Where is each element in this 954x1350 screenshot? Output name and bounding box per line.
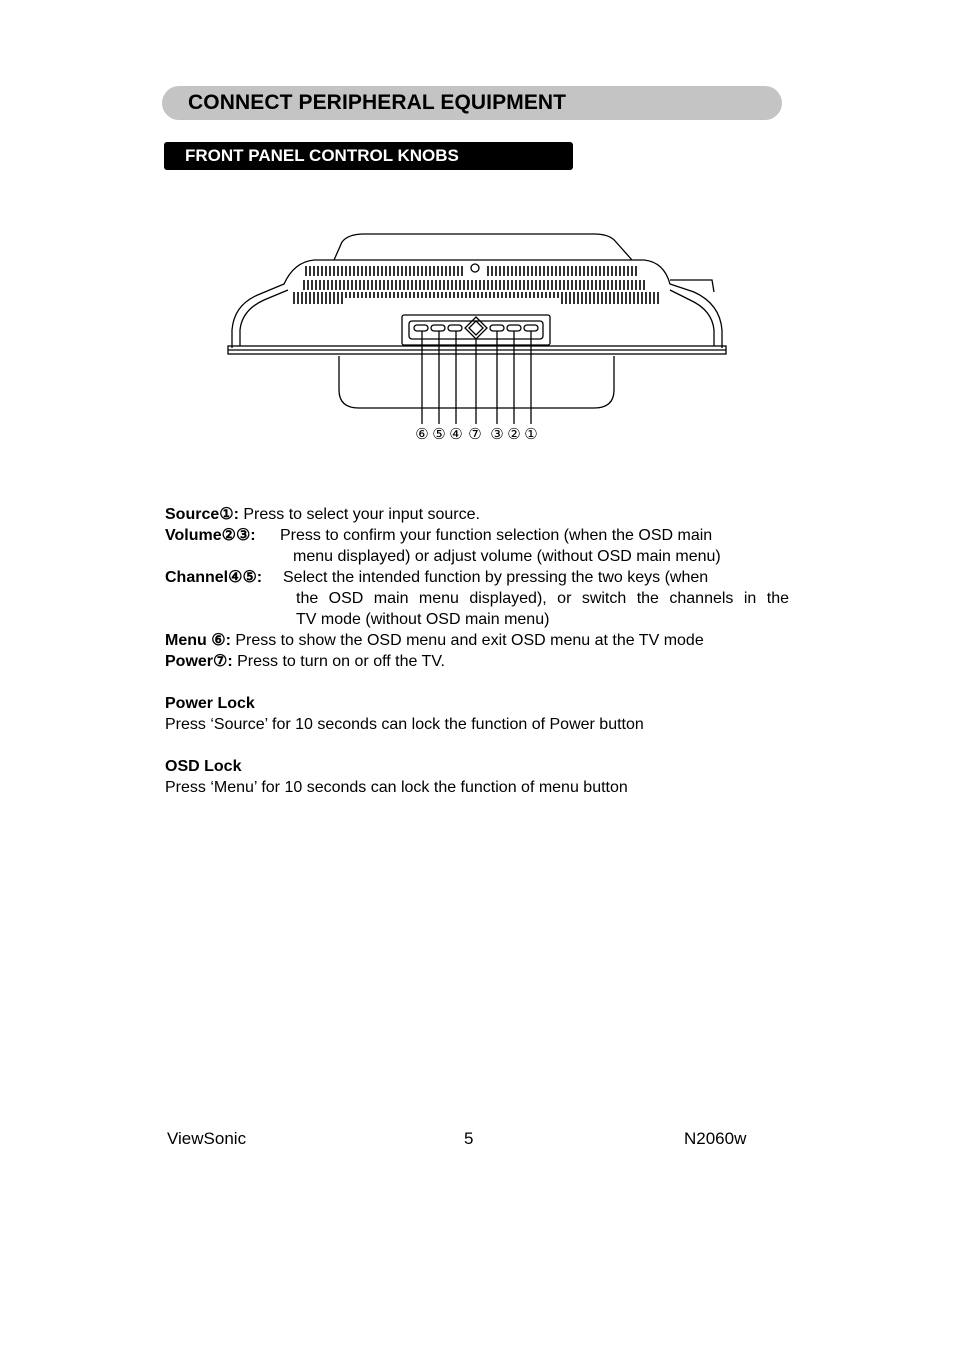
section-title: CONNECT PERIPHERAL EQUIPMENT	[188, 91, 567, 114]
callout-5: ⑤	[432, 425, 446, 443]
callout-2: ②	[507, 425, 521, 443]
osd-lock-heading: OSD Lock	[165, 758, 242, 775]
power-label: Power⑦:	[165, 653, 233, 670]
callout-7: ⑦	[468, 425, 482, 443]
source-label: Source①:	[165, 506, 239, 523]
section-title-banner	[162, 86, 782, 120]
controls-description	[165, 504, 789, 672]
footer-brand: ViewSonic	[167, 1129, 247, 1148]
menu-text: Press to show the OSD menu and exit OSD menu at the TV mode	[230, 632, 704, 649]
footer-page-number: 5	[464, 1129, 474, 1148]
power-item	[165, 651, 789, 672]
volume-item	[165, 525, 789, 546]
osd-lock-text: Press ‘Menu’ for 10 seconds can lock the function of menu button	[165, 779, 628, 796]
power-lock-text: Press ‘Source’ for 10 seconds can lock the function of Power button	[165, 716, 644, 733]
volume-text-line2: menu displayed) or adjust volume (without OSD main menu)	[293, 548, 721, 565]
source-item	[165, 504, 789, 525]
callout-1: ①	[524, 425, 538, 443]
callout-4: ④	[449, 425, 463, 443]
osd-lock-section	[165, 756, 789, 798]
channel-text-line3: TV mode (without OSD main menu)	[296, 611, 550, 628]
channel-text-line2: the OSD main menu displayed), or switch the channels in the	[296, 590, 789, 607]
source-text: Press to select your input source.	[238, 506, 480, 523]
subsection-title-banner	[164, 142, 573, 170]
callout-3: ③	[490, 425, 504, 443]
callout-6: ⑥	[415, 425, 429, 443]
channel-item	[165, 567, 789, 588]
tv-front-panel-diagram	[224, 228, 730, 453]
tv-top-view-illustration	[224, 228, 730, 448]
volume-text-line1: Press to confirm your function selection (when the OSD main	[280, 527, 713, 544]
power-lock-heading: Power Lock	[165, 695, 255, 712]
channel-text-line1: Select the intended function by pressing the two keys (when	[283, 569, 709, 586]
channel-label: Channel④⑤:	[165, 569, 263, 586]
subsection-title: FRONT PANEL CONTROL KNOBS	[185, 146, 459, 165]
volume-label: Volume②③:	[165, 527, 256, 544]
power-text: Press to turn on or off the TV.	[232, 653, 445, 670]
menu-item	[165, 630, 789, 651]
footer-model: N2060w	[684, 1129, 747, 1148]
menu-label: Menu ⑥:	[165, 632, 231, 649]
power-lock-section	[165, 693, 789, 735]
